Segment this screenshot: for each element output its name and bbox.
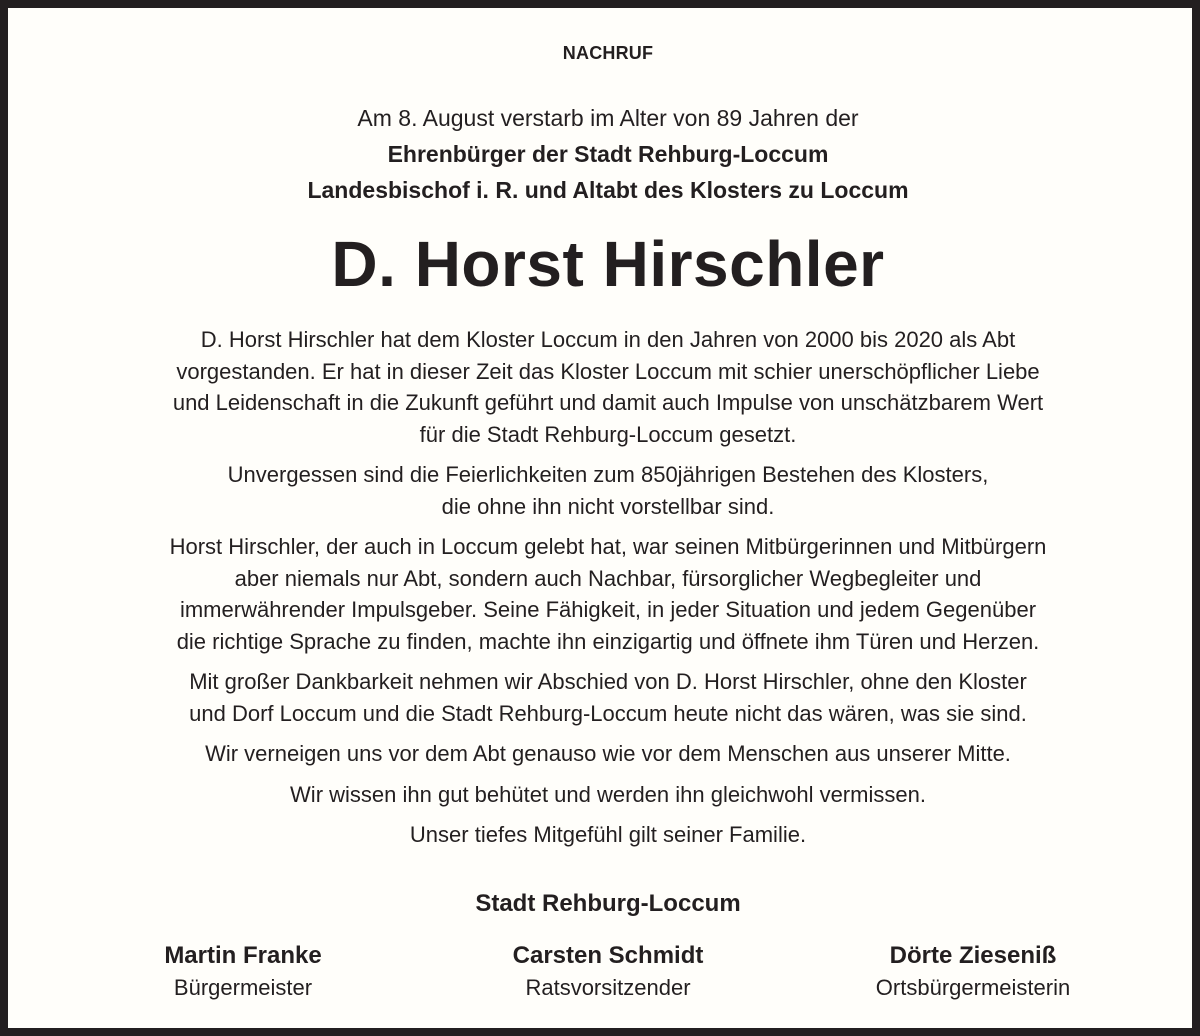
text-line: die richtige Sprache zu finden, machte ihn einzigartig und öffnete ihm Türen und Herzen. xyxy=(176,628,1040,654)
text-line: für die Stadt Rehburg-Loccum gesetzt. xyxy=(419,421,797,447)
text-line: Wir verneigen uns vor dem Abt genauso wie vor dem Menschen aus unserer Mitte. xyxy=(205,741,1011,766)
text-line: Unvergessen sind die Feierlichkeiten zum 850jährigen Bestehen des Klosters, xyxy=(227,462,989,487)
paragraph-2 xyxy=(48,459,1168,522)
signatory-role: Ratsvorsitzender xyxy=(525,975,691,1000)
signatory-name: Carsten Schmidt xyxy=(512,942,704,969)
signatory-3 xyxy=(803,940,1143,1004)
text-line: Mit großer Dankbarkeit nehmen wir Abschied von D. Horst Hirschler, ohne den Kloster xyxy=(189,669,1027,694)
sender-name: Stadt Rehburg-Loccum xyxy=(475,890,741,917)
paragraph-1 xyxy=(48,324,1168,450)
text-line: Wir wissen ihn gut behütet und werden ihn gleichwohl vermissen. xyxy=(290,781,926,807)
paragraph-7 xyxy=(48,819,1168,851)
text-line: Horst Hirschler, der auch in Loccum gelebt hat, war seinen Mitbürgerinnen und Mitbürgern xyxy=(169,534,1047,559)
text-line: und Leidenschaft in die Zukunft geführt und damit auch Impulse von unschätzbarem Wert xyxy=(172,390,1044,415)
text-line: vorgestanden. Er hat in dieser Zeit das Kloster Loccum mit schier unerschöpflicher Liebe xyxy=(176,358,1040,384)
signatory-2 xyxy=(438,940,778,1004)
obituary-header: NACHRUF xyxy=(562,43,654,63)
text-line: die ohne ihn nicht vorstellbar sind. xyxy=(441,493,775,519)
intro-block xyxy=(8,100,1200,208)
paragraph-4 xyxy=(48,666,1168,729)
paragraph-5 xyxy=(48,738,1168,770)
signatory-role: Ortsbürgermeisterin xyxy=(875,975,1071,1000)
title-line: Landesbischof i. R. und Altabt des Klosters zu Loccum xyxy=(307,177,909,203)
honorary-citizen-line: Ehrenbürger der Stadt Rehburg-Loccum xyxy=(387,141,829,167)
signatory-name: Dörte Ziesenіß xyxy=(889,942,1057,969)
obituary-text xyxy=(48,324,1168,860)
paragraph-6 xyxy=(48,779,1168,811)
paragraph-3 xyxy=(48,531,1168,657)
intro-line: Am 8. August verstarb im Alter von 89 Jahren der xyxy=(357,105,859,131)
text-line: Unser tiefes Mitgefühl gilt seiner Familie. xyxy=(409,822,807,847)
deceased-name: D. Horst Hirschler xyxy=(331,228,885,300)
text-line: D. Horst Hirschler hat dem Kloster Loccum in den Jahren von 2000 bis 2020 als Abt xyxy=(200,327,1016,352)
signatory-role: Bürgermeister xyxy=(173,975,313,1000)
signatory-name: Martin Franke xyxy=(164,942,322,969)
signatory-1 xyxy=(73,940,413,1004)
text-line: und Dorf Loccum und die Stadt Rehburg-Loccum heute nicht das wären, was sie sind. xyxy=(189,700,1027,726)
text-line: aber niemals nur Abt, sondern auch Nachbar, fürsorglicher Wegbegleiter und xyxy=(234,565,982,591)
text-line: immerwährender Impulsgeber. Seine Fähigkeit, in jeder Situation und jedem Gegenüber xyxy=(179,597,1037,622)
